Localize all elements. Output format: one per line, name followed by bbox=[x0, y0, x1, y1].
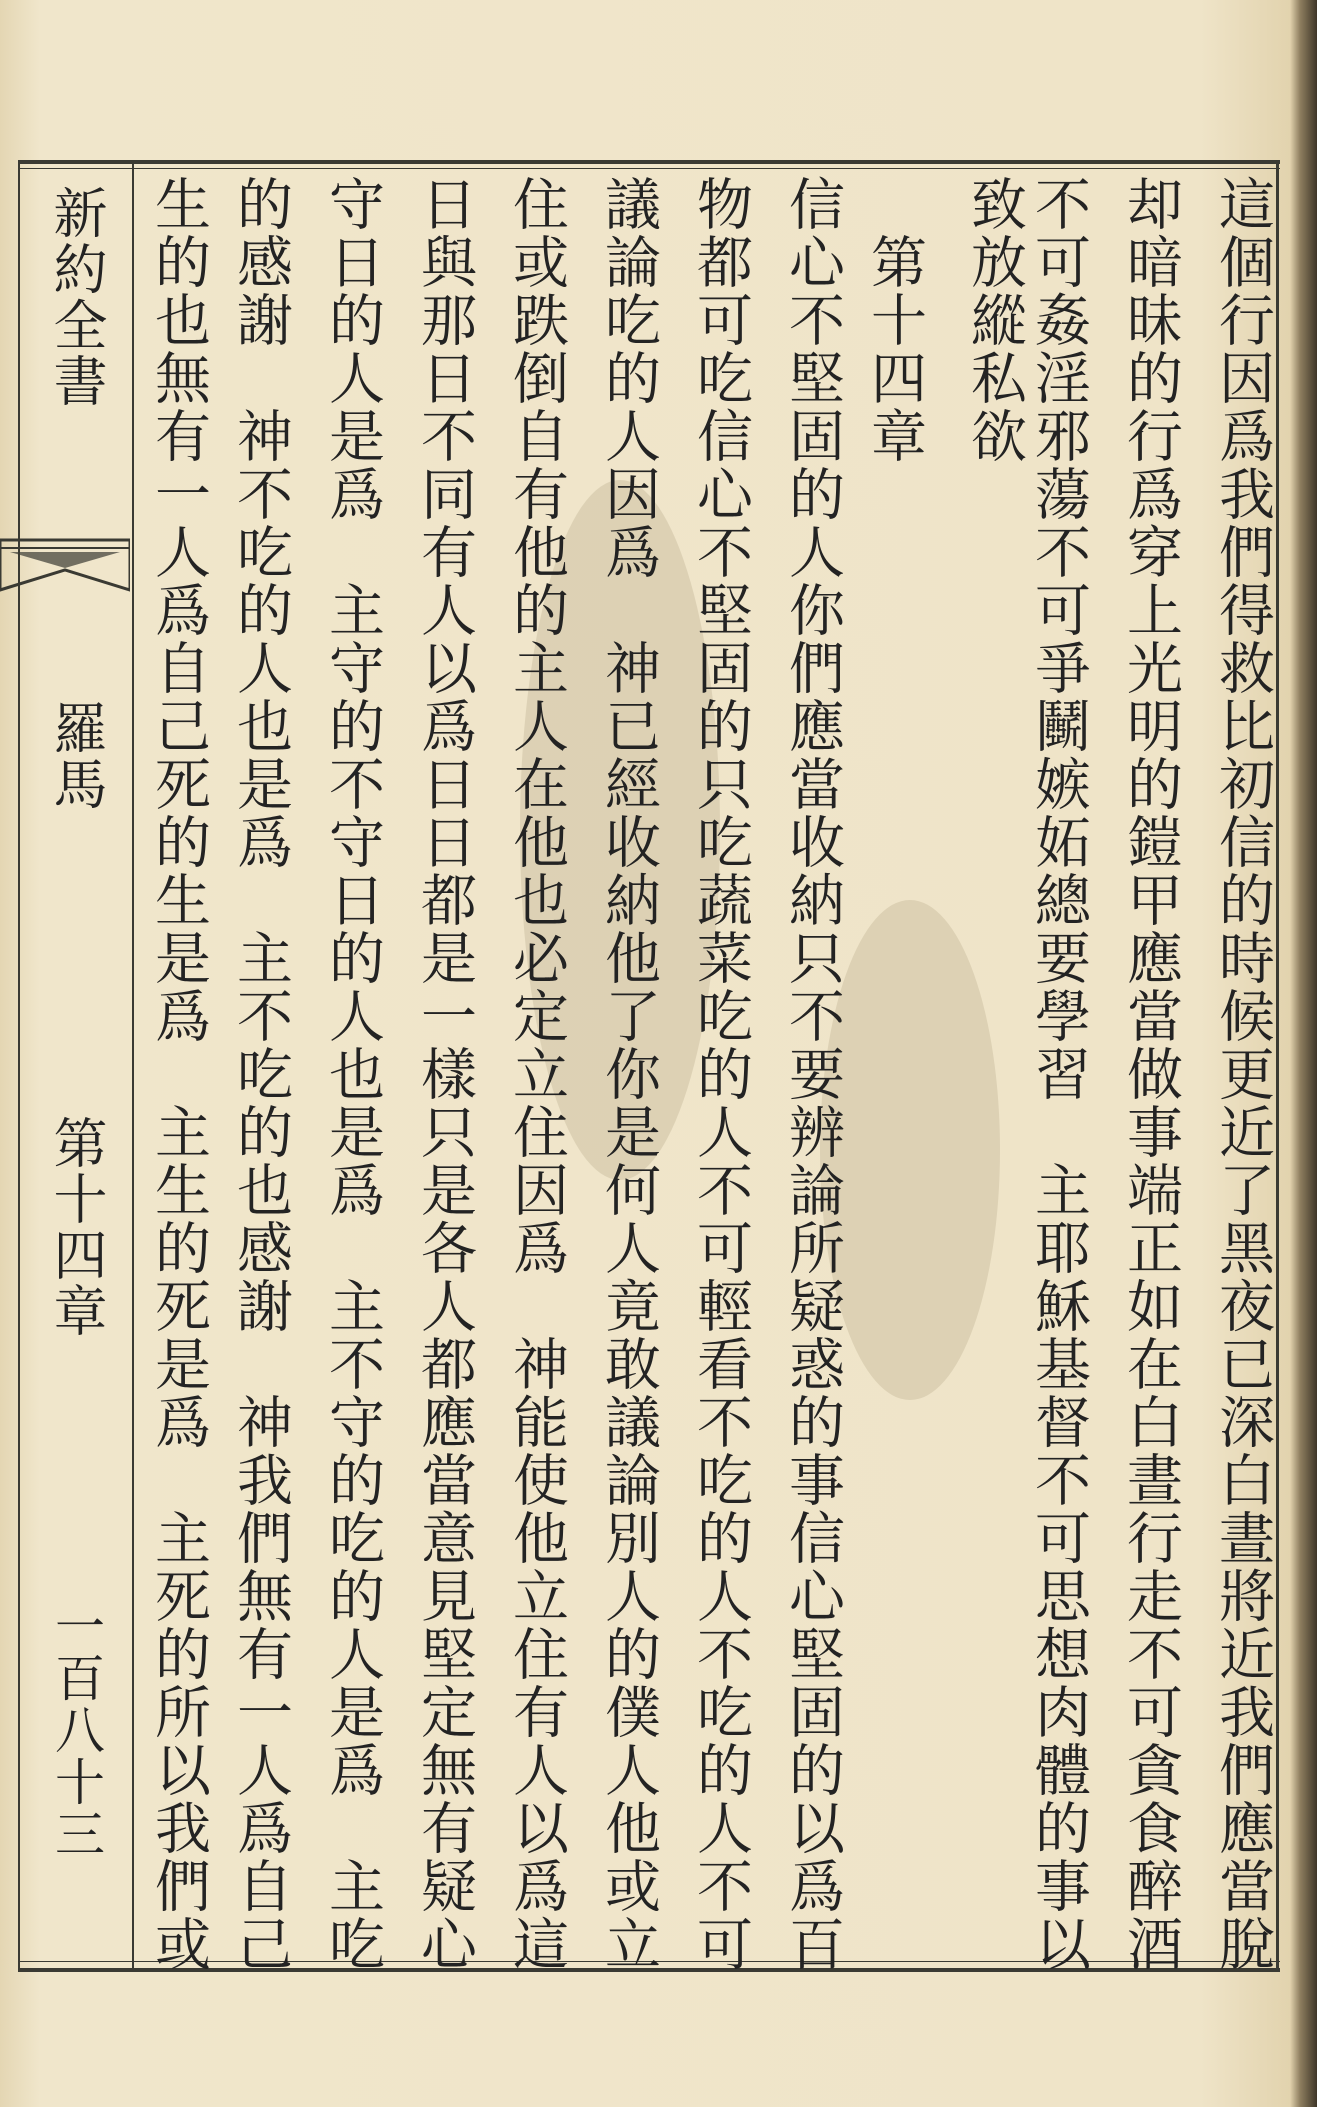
text-column: 致放縱私欲 bbox=[962, 175, 1027, 465]
top-rule bbox=[18, 160, 1280, 164]
text-column: 這個行因爲我們得救比初信的時候更近了黑夜已深白晝將近我們應當脫 bbox=[1210, 175, 1275, 1973]
text-column: 生的也無有一人爲自己死的生是爲 主生的死是爲 主死的所以我們或 bbox=[146, 175, 211, 1973]
text-column: 却暗昧的行爲穿上光明的鎧甲應當做事端正如在白晝行走不可貪食醉酒 bbox=[1118, 175, 1183, 1973]
right-border bbox=[1276, 160, 1279, 1972]
margin-rule bbox=[132, 160, 134, 1972]
text-column: 不可姦淫邪蕩不可爭鬭嫉妬總要學習 主耶穌基督不可思想肉體的事以 bbox=[1026, 175, 1091, 1973]
left-border bbox=[18, 160, 20, 1972]
text-column: 守日的人是爲 主守的不守日的人也是爲 主不守的吃的人是爲 主吃 bbox=[320, 175, 385, 1973]
page-number: 一百八十三 bbox=[47, 1600, 105, 1860]
text-column: 物都可吃信心不堅固的只吃蔬菜吃的人不可輕看不吃的人不吃的人不可 bbox=[688, 175, 753, 1973]
text-column: 的感謝 神不吃的人也是爲 主不吃的也感謝 神我們無有一人爲自己 bbox=[228, 175, 293, 1973]
chapter-label: 第十四章 bbox=[45, 1115, 108, 1339]
fishtail-ornament bbox=[0, 530, 130, 600]
chapter-heading: 第十四章 bbox=[862, 175, 927, 465]
book-name: 羅馬 bbox=[45, 700, 108, 812]
text-column: 日與那日不同有人以爲日日都是一樣只是各人都應當意見堅定無有疑心 bbox=[412, 175, 477, 1973]
text-column: 信心不堅固的人你們應當收納只不要辨論所疑惑的事信心堅固的以爲百 bbox=[780, 175, 845, 1973]
text-column: 議論吃的人因爲 神已經收納他了你是何人竟敢議論別人的僕人他或立 bbox=[596, 175, 661, 1973]
text-column: 住或跌倒自有他的主人在他也必定立住因爲 神能使他立住有人以爲這 bbox=[504, 175, 569, 1973]
paper-stain bbox=[820, 900, 1000, 1400]
top-rule-thin bbox=[18, 168, 1280, 169]
book-title: 新約全書 bbox=[45, 185, 108, 409]
